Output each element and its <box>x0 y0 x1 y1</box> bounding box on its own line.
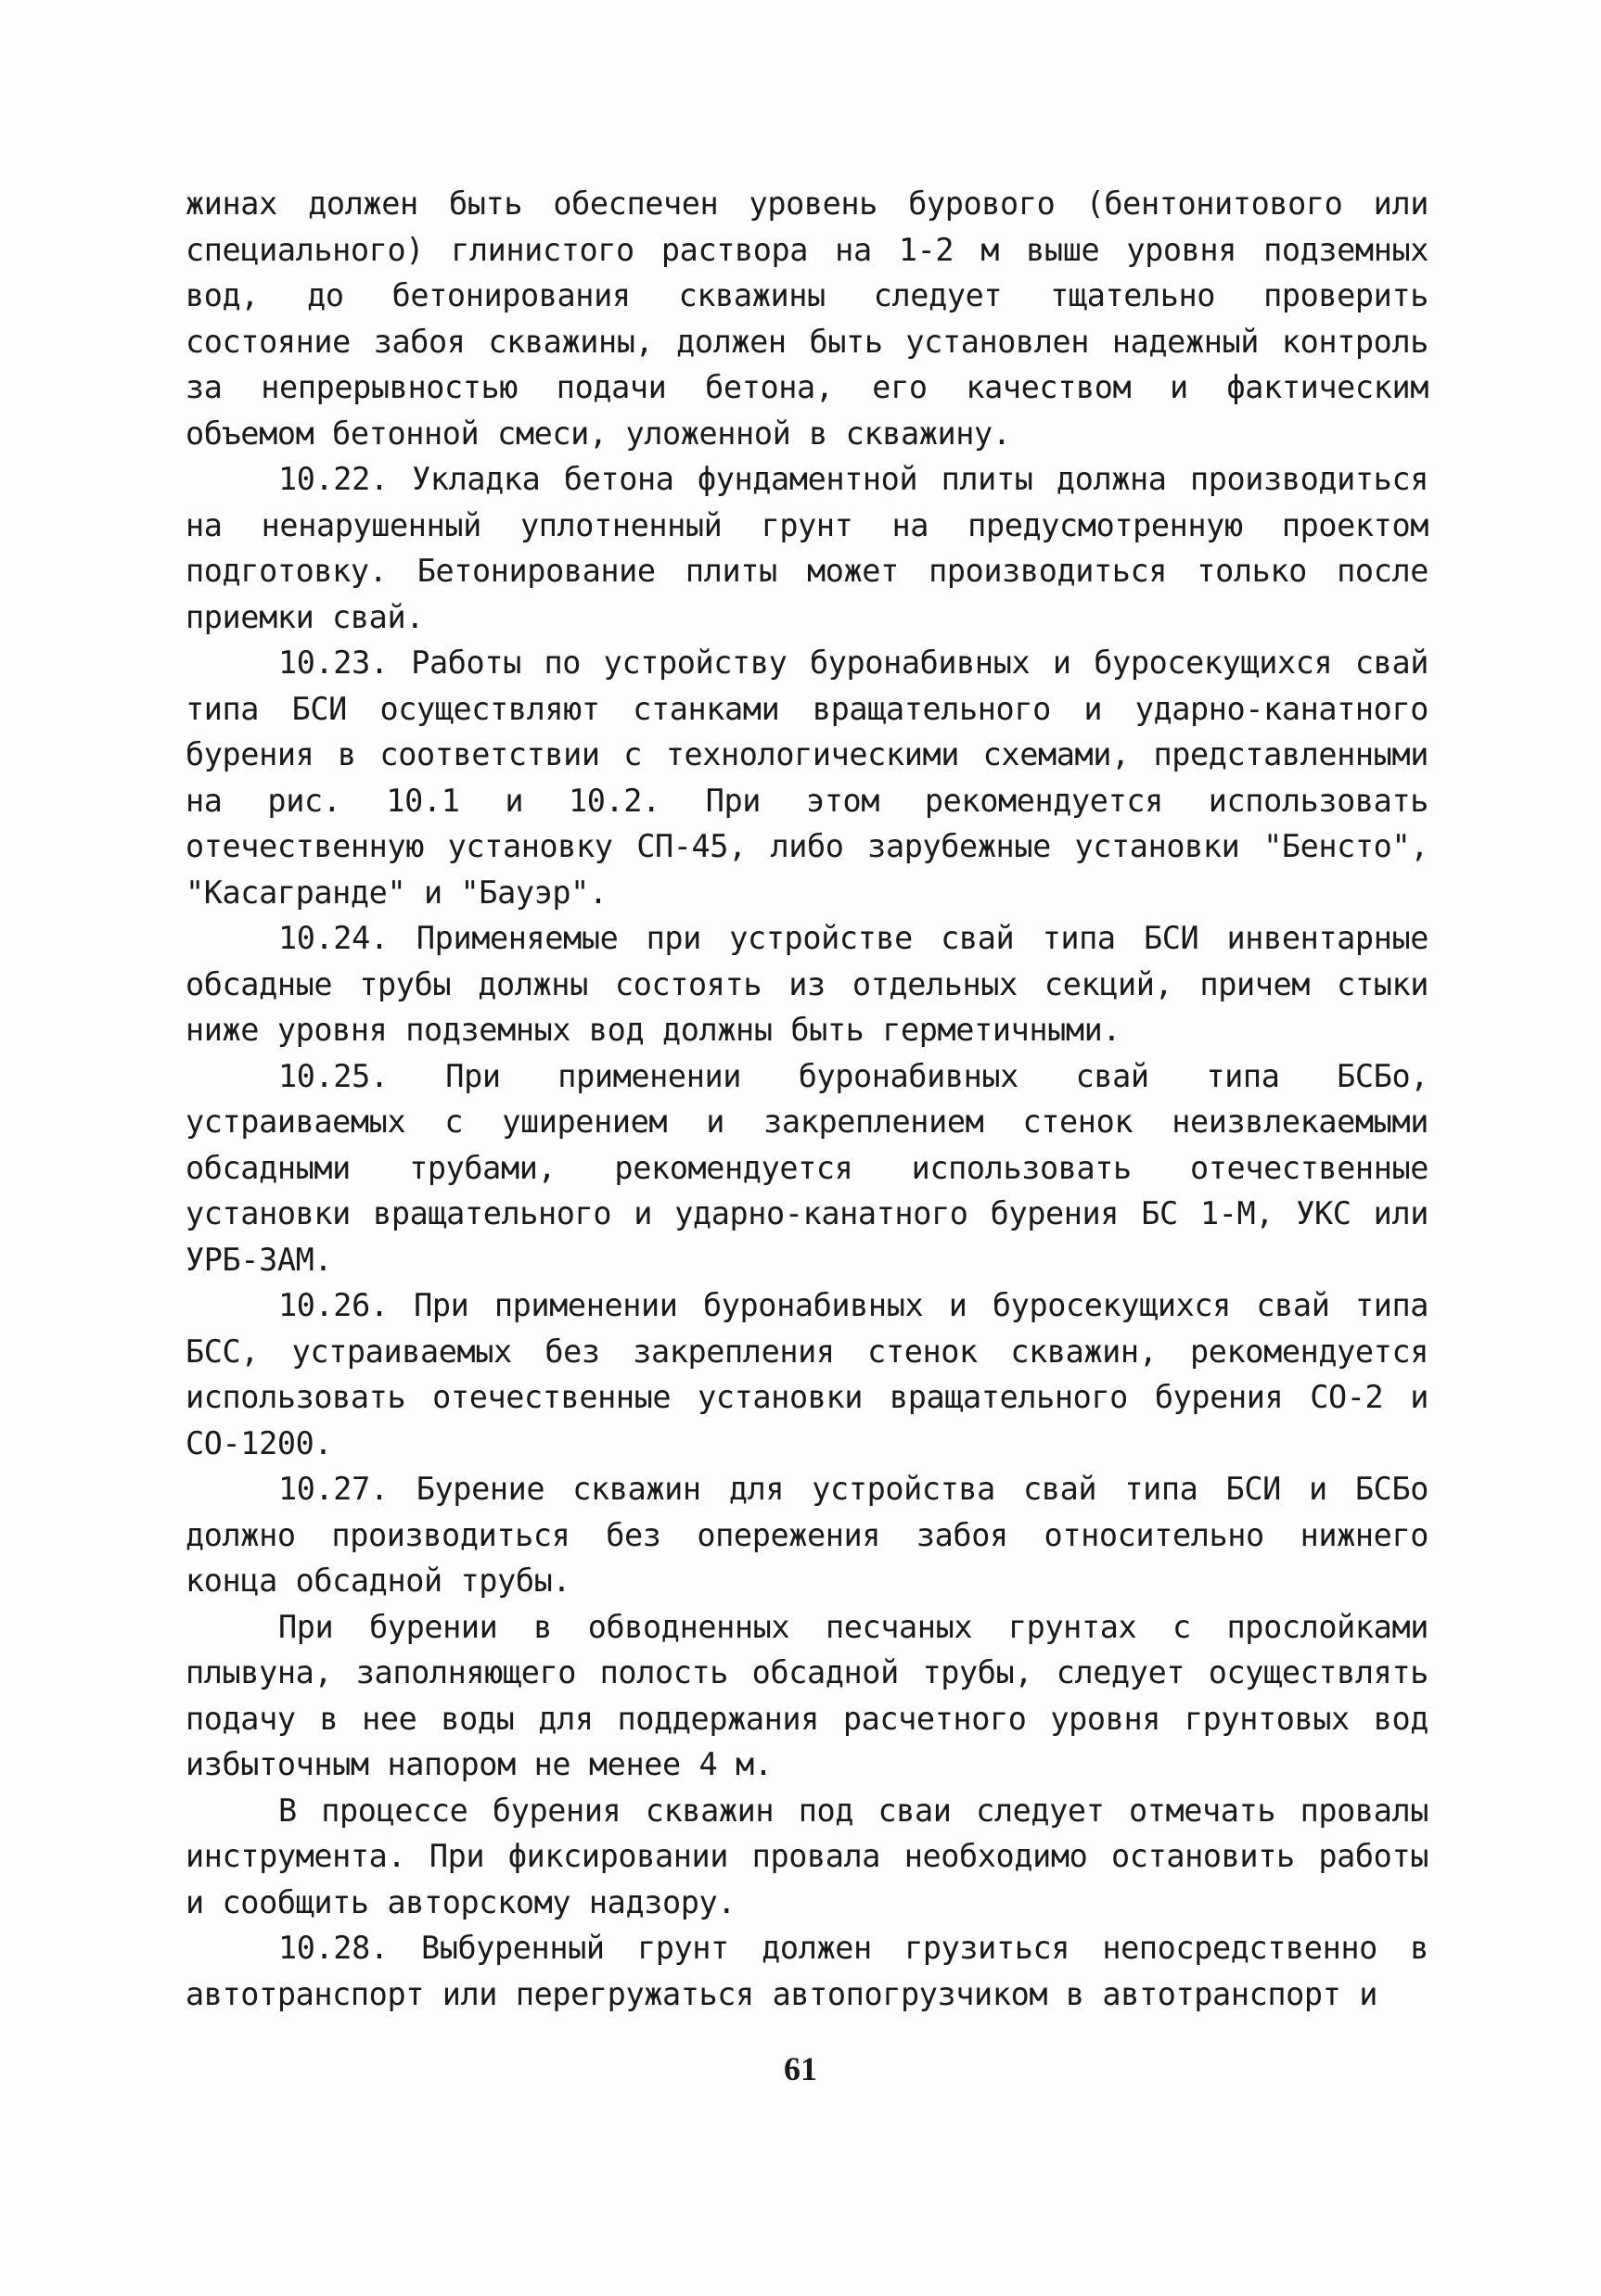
paragraph-10-22: 10.22. Укладка бетона фундаментной плиты должна производиться на ненарушенный уплотненный грунт на предусмотренную проектом подготовку. Бетонирование плиты может производиться только после приемки свай. <box>186 461 1428 635</box>
document-body <box>186 181 1428 2017</box>
paragraph-10-26: 10.26. При применении буронабивных и буросекущихся свай типа БСС, устраиваемых без закрепления стенок скважин, рекомендуется использовать отечественные установки вращательного бурения СО-2 и СО-1200. <box>186 1287 1428 1461</box>
paragraph-10-28: 10.28. Выбуренный грунт должен грузиться непосредственно в автотранспорт или перегружаться автопогрузчиком в автотранспорт и <box>186 1930 1428 2012</box>
paragraph-10-27: 10.27. Бурение скважин для устройства свай типа БСИ и БСБо должно производиться без опережения забоя относительно нижнего конца обсадной трубы. <box>186 1471 1428 1599</box>
paragraph-continuation: жинах должен быть обеспечен уровень бурового (бентонитового или специального) глинистого раствора на 1-2 м выше уровня подземных вод, до бетонирования скважины следует тщательно проверить состояние забоя скважины, должен быть установлен надежный контроль за непрерывностью подачи бетона, его качеством и фактическим объемом бетонной смеси, уложенной в скважину. <box>186 185 1428 452</box>
paragraph-10-24: 10.24. Применяемые при устройстве свай типа БСИ инвентарные обсадные трубы должны состоять из отдельных секций, причем стыки ниже уровня подземных вод должны быть герметичными. <box>186 920 1428 1048</box>
paragraph-10-25: 10.25. При применении буронабивных свай типа БСБо, устраиваемых с уширением и закреплением стенок неизвлекаемыми обсадными трубами, рекомендуется использовать отечественные установки вращательного и ударно-канатного бурения БС 1-М, УКС или УРБ-3АМ. <box>186 1057 1428 1278</box>
paragraph-10-23: 10.23. Работы по устройству буронабивных и буросекущихся свай типа БСИ осуществляют станками вращательного и ударно-канатного бурения в соответствии с технологическими схемами, представленными на рис. 10.1 и 10.2. При этом рекомендуется использовать отечественную установку СП-45, либо зарубежные установки "Бенсто", "Касагранде" и "Бауэр". <box>186 644 1428 911</box>
paragraph-drilling-failures: В процессе бурения скважин под сваи следует отмечать провалы инструмента. При фиксировании провала необходимо остановить работы и сообщить авторскому надзору. <box>186 1792 1428 1920</box>
page-number: 61 <box>784 2050 817 2087</box>
paragraph-drilling-watered-soils: При бурении в обводненных песчаных грунтах с прослойками плывуна, заполняющего полость обсадной трубы, следует осуществлять подачу в нее воды для поддержания расчетного уровня грунтовых вод избыточным напором не менее 4 м. <box>186 1608 1428 1782</box>
